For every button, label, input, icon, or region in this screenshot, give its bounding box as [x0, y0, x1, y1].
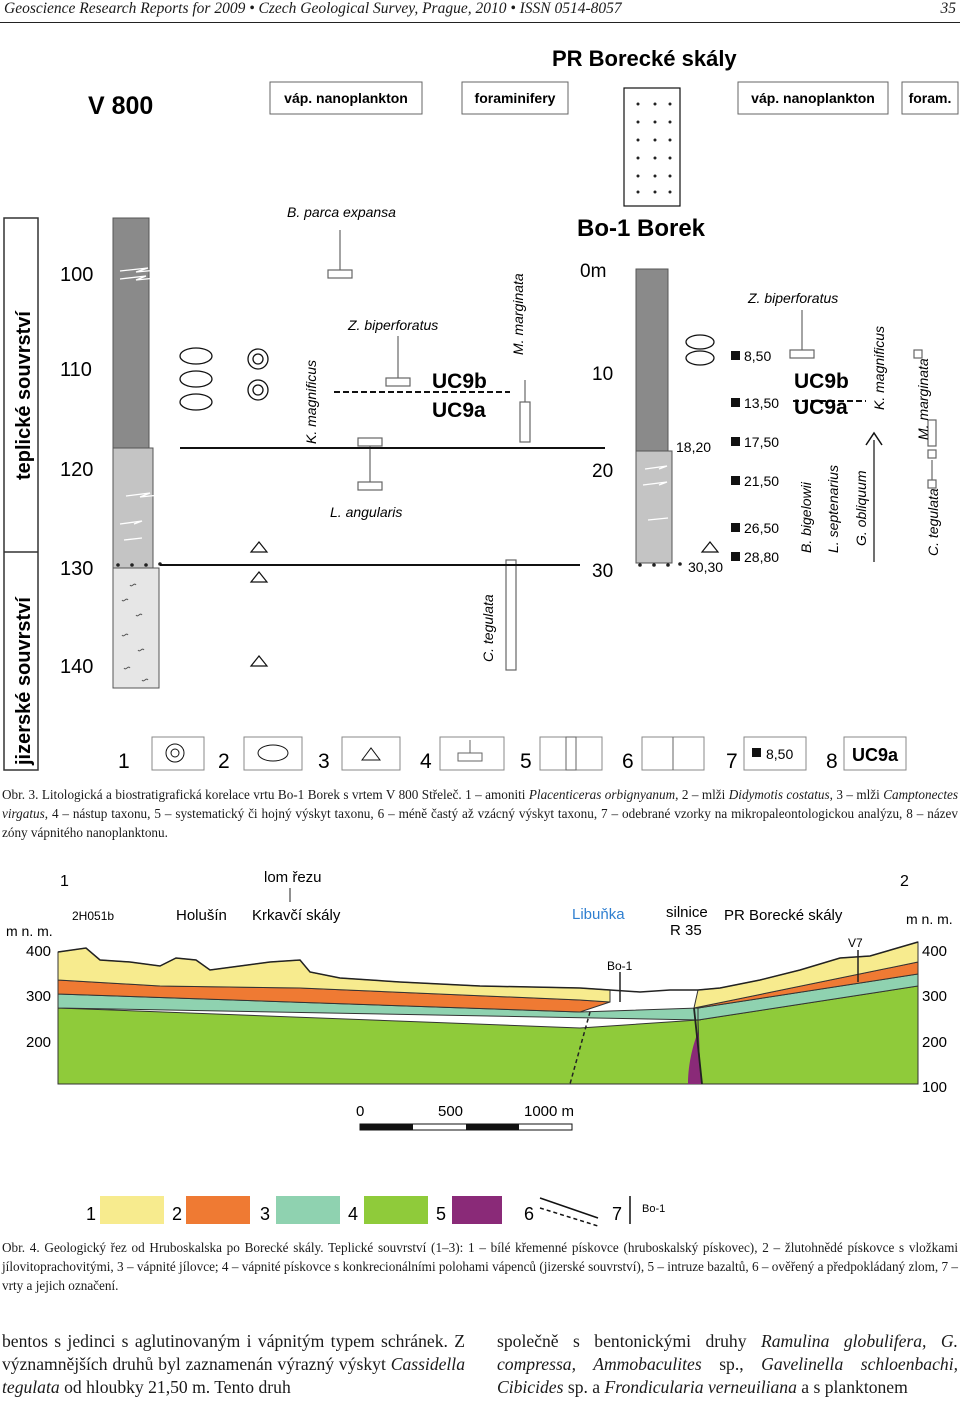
elevation-right: 300: [922, 988, 948, 1005]
species-angularis: L. angularis: [330, 504, 403, 520]
species-magnificus-bo1: K. magnificus: [871, 325, 887, 410]
well-v800-label: V 800: [88, 92, 154, 120]
species-tegulata-bo1: C. tegulata: [925, 488, 941, 556]
svg-text:1: 1: [86, 1204, 97, 1224]
bo1-depth: 20: [592, 461, 614, 482]
label-lom-rezu: lom řezu: [264, 869, 322, 886]
well-bo1-label: Bo-1 Borek: [577, 215, 706, 242]
label-libunka: Libuňka: [572, 906, 625, 923]
svg-text:2: 2: [218, 750, 230, 773]
label-r35: R 35: [670, 922, 702, 939]
species-parca: B. parca expansa: [287, 204, 396, 220]
v800-lithology-log: [113, 218, 162, 688]
species-marginata-bo1: M. marginata: [915, 358, 931, 440]
elevation-right: 400: [922, 943, 948, 960]
section-point-1: 1: [60, 873, 69, 890]
bivalve-icon: [686, 335, 714, 349]
v800-depth: 100: [60, 264, 94, 286]
species-bigelowii: B. bigelowii: [798, 482, 814, 553]
section-point-2: 2: [900, 873, 909, 890]
species-septenarius: L. septenarius: [825, 465, 841, 553]
v800-depth: 130: [60, 558, 94, 580]
bivalve-icon: [686, 351, 714, 365]
svg-text:Bo-1: Bo-1: [642, 1203, 666, 1215]
unit-left: m n. m.: [6, 923, 53, 939]
sample-depth: 17,50: [744, 434, 780, 450]
label-silnice: silnice: [666, 904, 708, 921]
svg-text:7: 7: [612, 1204, 623, 1224]
sample-depth: 8,50: [744, 348, 772, 364]
species-marginata: M. marginata: [510, 273, 526, 355]
bo1-lithology-log: [636, 269, 682, 567]
species-biperforatus-bo1: Z. biperforatus: [748, 290, 839, 306]
scallop-icons: [251, 542, 267, 666]
species-obliquum: G. obliquum: [853, 470, 869, 546]
svg-text:6: 6: [524, 1204, 535, 1224]
svg-text:4: 4: [348, 1204, 359, 1224]
svg-text:5: 5: [520, 750, 532, 773]
label-holusin: Holušín: [176, 907, 227, 924]
depth-30-30: 30,30: [688, 559, 724, 575]
scale-bar: [356, 1103, 574, 1130]
bo1-depth: 10: [592, 364, 614, 385]
sample-depth: 13,50: [744, 395, 780, 411]
svg-text:váp. nanoplankton: váp. nanoplankton: [751, 90, 875, 106]
formation-teplicke: teplické souvrství: [13, 311, 35, 480]
unit-right: m n. m.: [906, 911, 953, 927]
zone-uc9a: UC9a: [432, 399, 486, 422]
label-pr-borecke: PR Borecké skály: [724, 907, 843, 924]
v800-depth: 140: [60, 656, 94, 678]
figure-3-legend: [118, 737, 906, 773]
svg-text:0: 0: [356, 1103, 365, 1120]
svg-text:foram.: foram.: [908, 90, 952, 106]
sample-depth: 26,50: [744, 520, 780, 536]
v800-depth: 120: [60, 459, 94, 481]
formation-jizerske: jizerské souvrství: [13, 597, 35, 765]
sample-markers: [731, 351, 740, 561]
bivalve-icons: [180, 348, 212, 410]
svg-text:3: 3: [260, 1204, 271, 1224]
cross-section: [58, 942, 918, 1084]
label-bo1-well: Bo-1: [607, 959, 633, 973]
svg-text:4: 4: [420, 750, 432, 773]
species-ranges: [328, 230, 530, 670]
elevation-left: 200: [26, 1034, 52, 1051]
figure-3: [0, 40, 960, 780]
bo1-depth: 0m: [580, 261, 607, 282]
svg-text:3: 3: [318, 750, 330, 773]
figure-4-legend: [86, 1196, 665, 1226]
zone-uc9b: UC9b: [432, 370, 487, 393]
bo1-depth: 30: [592, 561, 614, 582]
svg-text:foraminifery: foraminifery: [474, 90, 556, 106]
elevation-right: 100: [922, 1079, 948, 1096]
svg-text:5: 5: [436, 1204, 447, 1224]
label-krkavci: Krkavčí skály: [252, 907, 341, 924]
zone-uc9b-bo1: UC9b: [794, 370, 849, 393]
zone-uc9a-bo1: UC9a: [794, 396, 848, 419]
v800-depth: 110: [60, 359, 92, 381]
ammonite-icons: [248, 349, 268, 400]
figure-4: [0, 862, 960, 1232]
scallop-icon: [702, 542, 718, 552]
svg-text:8: 8: [826, 750, 838, 773]
body-text-column-1: bentos s jedinci s aglutinovaným i vápnitým typem schránek. Z významnějších druhů byl zaznamenán výrazný výskyt Cassidella tegulata od hloubky 21,50 m. Tento druh: [2, 1331, 465, 1397]
svg-text:7: 7: [726, 750, 738, 773]
elevation-right: 200: [922, 1034, 948, 1051]
body-text-column-2: společně s bentonickými druhy Ramulina globulifera, G. compressa, Ammobaculites sp., Gavelinella schloenbachi, Cibicides sp. a Frondicularia verneuiliana a s planktonem: [497, 1331, 958, 1397]
species-biperforatus: Z. biperforatus: [348, 317, 439, 333]
species-tegulata: C. tegulata: [480, 594, 496, 662]
sample-depth: 28,80: [744, 549, 780, 565]
depth-18-20: 18,20: [676, 439, 712, 455]
elevation-left: 400: [26, 943, 52, 960]
elevation-left: 300: [26, 988, 52, 1005]
svg-text:váp. nanoplankton: váp. nanoplankton: [284, 90, 408, 106]
figure-3-svg: [0, 40, 960, 780]
svg-text:2: 2: [172, 1204, 183, 1224]
bo1-sandstone-top: [624, 88, 680, 206]
svg-text:8,50: 8,50: [766, 746, 794, 762]
label-v7: V7: [848, 936, 863, 950]
species-magnificus: K. magnificus: [303, 359, 319, 444]
svg-text:UC9a: UC9a: [852, 745, 899, 765]
figure-4-caption: Obr. 4. Geologický řez od Hruboskalska po Borecké skály. Teplické souvrství (1–3): 1 – bílé křemenné pískovce (hruboskalský pískovec), 2 – žlutohnědé pískovce s vložkami jílovitoprachovitými, 3 – vápnité jílovce; 4 – vápnité pískovce s konkrecionálními polohami vápenců (jizerské souvrství), 5 – intruze bazaltů, 6 – ověřený a předpokládaný zlom, 7 – vrty a jejich označení.: [2, 1240, 958, 1293]
journal-title: Geoscience Research Reports for 2009 • Czech Geological Survey, Prague, 2010 • ISSN 0514-8057: [4, 0, 622, 17]
svg-text:1000 m: 1000 m: [524, 1103, 575, 1120]
running-header: [0, 0, 960, 23]
svg-text:500: 500: [438, 1103, 464, 1120]
pr-title: PR Borecké skály: [552, 46, 737, 71]
figure-4-svg: [0, 862, 960, 1232]
sample-depth: 21,50: [744, 473, 780, 489]
figure-3-caption: Obr. 3. Litologická a biostratigrafická korelace vrtu Bo-1 Borek s vrtem V 800 Střeleč. 1 – amoniti Placenticeras orbignyanum, 2 – mlži Didymotis costatus, 3 – mlži Camptonectes virgatus, 4 – nástup taxonu, 5 – systematický či hojný výskyt taxonu, 6 – méně častý až vzácný výskyt taxonu, 7 – odebrané vzorky na mikropaleontologickou analýzu, 8 – název zóny vápnitého nanoplanktonu.: [2, 787, 958, 840]
page-number: 35: [940, 0, 956, 17]
svg-text:6: 6: [622, 750, 634, 773]
svg-text:1: 1: [118, 750, 130, 773]
label-2h051b: 2H051b: [72, 909, 115, 923]
